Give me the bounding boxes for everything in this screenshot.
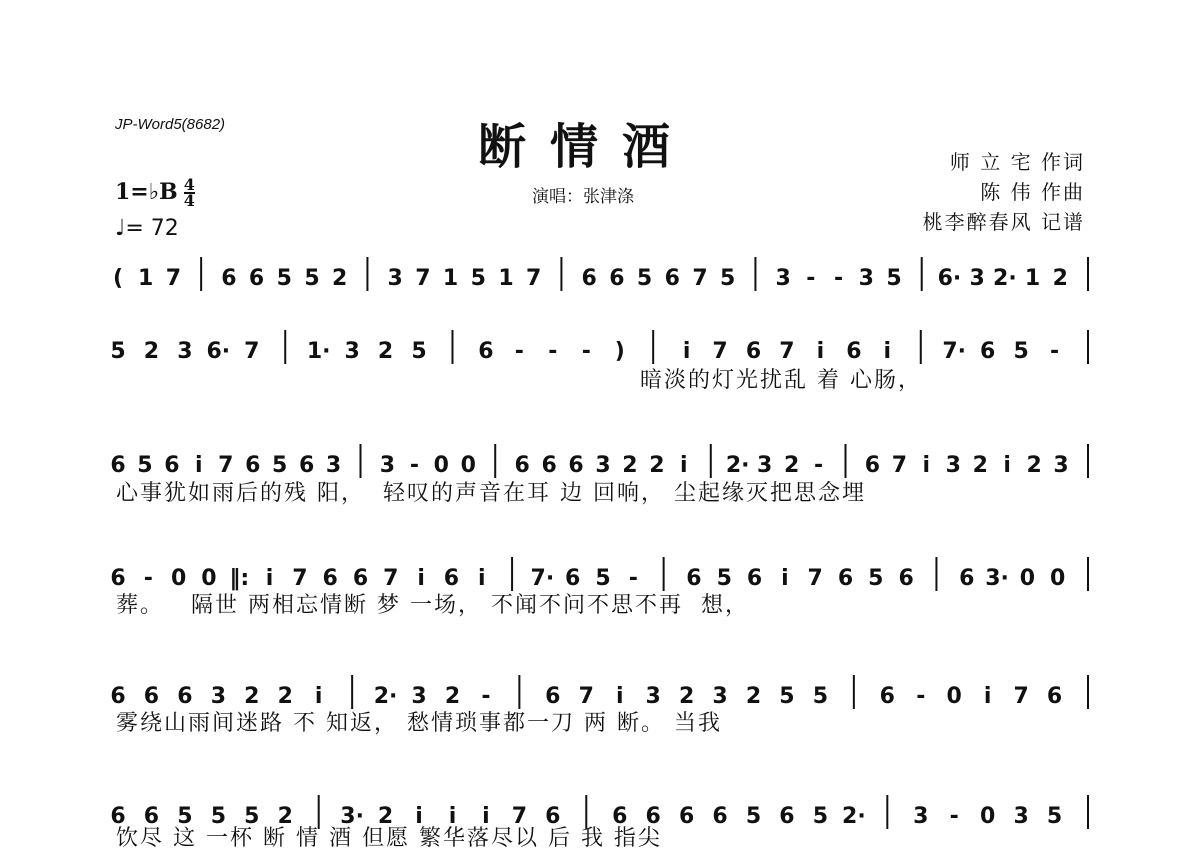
note: 3 [344,339,360,364]
note: 7 [578,684,594,709]
note: 2 [622,453,638,478]
note: 3 [210,684,227,709]
note: 2 [244,684,260,709]
note: - [628,566,638,591]
note: 6 [581,266,597,291]
note: 6· [206,339,231,364]
note: 3 [387,266,403,291]
lyricist-credit: 师 立 宅 作词 [949,150,1085,174]
note: 1· [306,339,331,364]
note: 2 [745,684,762,709]
note: 1 [498,266,514,291]
note: 6 [298,453,315,478]
note: 2 [277,684,293,709]
note: 3 [595,453,611,478]
note: 6 [1046,684,1063,709]
note: 5 [1013,339,1029,364]
note: - [806,266,816,291]
note: - [949,804,959,829]
note: 2 [678,684,695,709]
note: i [922,453,931,478]
note: 6 [514,453,530,478]
note: 5 [595,566,611,591]
note: ‖: [229,566,250,591]
note: i [682,339,691,364]
note: - [813,453,824,478]
note: 6 [143,804,160,829]
note: 7 [526,266,542,291]
note: 3 [1013,804,1029,829]
note: 0 [170,566,187,591]
note: 7 [779,339,795,364]
note: 2 [277,804,293,829]
note: 6 [609,266,625,291]
note: 7 [807,566,823,591]
note: 6 [678,804,695,829]
note: 6 [898,566,914,591]
note: 2· [373,684,398,709]
note: 5 [1046,804,1063,829]
note: 6 [545,684,561,709]
note: 7 [218,453,234,478]
note: 5 [137,453,153,478]
note: 2· [993,266,1017,291]
note: 6 [110,684,126,709]
note: 6 [110,804,126,829]
note: 2 [1052,266,1068,291]
note: i [195,453,203,478]
note: 3 [945,453,961,478]
note: 6 [959,566,975,591]
note: 1 [1024,266,1041,291]
note: 3 [177,339,193,364]
note: 6 [443,566,460,591]
note: 7 [415,266,431,291]
note: i [1003,453,1011,478]
note: - [481,684,491,709]
note: 3 [913,804,929,829]
note: 7 [1013,684,1029,709]
note: 6 [248,266,265,291]
note: 6 [664,266,680,291]
note: 5 [210,804,227,829]
note: i [265,566,274,591]
note: 6· [937,266,962,291]
note: 5 [745,804,762,829]
song-title: 断情酒 [478,119,695,175]
note: 6 [779,804,795,829]
note: 2 [143,339,160,364]
lyric-line: 饮尽 这 一杯 断 情 酒 但愿 繁华落尽以 后 我 指尖 [116,826,662,851]
note: 6 [110,566,126,591]
note: 3 [379,453,396,478]
note: - [143,566,153,591]
note: 0 [946,684,962,709]
lyric-line: 雾绕山雨间迷路 不 知返， 愁情琐事都一刀 两 断。 当我 [116,711,722,736]
note: 5 [411,339,427,364]
note: 7 [891,453,908,478]
note: 5 [720,266,736,291]
note: i [482,804,490,829]
note: 5 [304,266,320,291]
note: 5 [779,684,795,709]
note: 6 [645,804,661,829]
note: 6 [245,453,261,478]
note: 5 [636,266,653,291]
note: 6 [746,566,763,591]
note: 6 [837,566,854,591]
note: 5 [812,684,829,709]
note: 6 [846,339,862,364]
note: 7 [244,339,260,364]
note: 6 [612,804,628,829]
note: 5 [812,804,829,829]
note: 0 [1019,566,1036,591]
note: 2 [649,453,665,478]
note: 0 [460,453,476,478]
note: 6 [322,566,338,591]
note: - [834,266,844,291]
note: 6 [110,453,126,478]
note: i [448,804,457,829]
note: i [983,684,992,709]
note: 6 [478,339,494,364]
note: - [916,684,926,709]
note: 7 [692,266,708,291]
lyric-line: 葬。 隔世 两相忘情断 梦 一场， 不闻不问不思不再 想， [116,593,749,618]
note: 2 [972,453,988,478]
note: i [417,566,425,591]
note: 3 [757,453,773,478]
note: 7 [165,266,182,291]
note: 3 [712,684,728,709]
note: 7· [942,339,967,364]
note: 5 [110,339,126,364]
note: i [415,804,423,829]
note: 5 [276,266,292,291]
note: 3· [340,804,364,829]
note: 7· [530,566,555,591]
note: 6 [568,453,584,478]
note: 7 [712,339,728,364]
note: 3 [645,684,661,709]
note: 2 [377,804,394,829]
note: 3 [858,266,874,291]
note: - [514,339,524,364]
key-signature: 1=♭B $\frac{4}{4}$ [115,175,195,210]
note: ( [112,266,124,291]
note: 6 [879,684,895,709]
note: 3 [1053,453,1069,478]
note: 6 [686,566,702,591]
note: 0 [433,453,449,478]
note: 5 [716,566,732,591]
note: 6 [164,453,180,478]
software-credit: JP-Word5(8682) [115,116,226,133]
note: 7 [383,566,399,591]
note: 7 [511,804,528,829]
note: 3· [985,566,1009,591]
note: i [680,453,688,478]
note: 5 [177,804,193,829]
note: - [1049,339,1060,364]
note: 0 [201,566,217,591]
note: 6 [545,804,561,829]
note: ) [614,339,625,364]
note: 6 [745,339,762,364]
note: 6 [565,566,581,591]
composer-credit: 陈 伟 作曲 [980,180,1085,204]
note: i [781,566,789,591]
note: 6 [979,339,996,364]
note: 6 [221,266,237,291]
note: - [409,453,419,478]
note: 5 [470,266,486,291]
lyric-line: 心事犹如雨后的残 阳， 轻叹的声音在耳 边 回响， 尘起缘灭把思念埋 [116,481,866,506]
note: i [883,339,892,364]
note: 3 [325,453,342,478]
note: 2 [444,684,461,709]
lyric-line: 暗淡的灯光扰乱 着 心肠， [640,368,922,393]
note: 6 [143,684,160,709]
note: 0 [979,804,996,829]
note: 2 [377,339,394,364]
note: 6 [541,453,557,478]
note: 2 [332,266,348,291]
note: - [548,339,558,364]
note: 5 [272,453,288,478]
note: i [615,684,624,709]
note: 2· [725,453,750,478]
note: 2 [1026,453,1042,478]
note: i [477,566,486,591]
note: 0 [1050,566,1066,591]
note: 6 [712,804,728,829]
note: 5 [244,804,260,829]
tempo-marking: ♩= 72 [115,216,179,241]
note: 5 [868,566,884,591]
note: 6 [177,684,193,709]
note: 3 [775,266,791,291]
note: i [314,684,323,709]
note: 1 [138,266,154,291]
note: 3 [969,266,985,291]
note: 6 [352,566,369,591]
singer-credit: 演唱：张津涤 [532,187,634,207]
note: - [581,339,591,364]
note: 6 [864,453,881,478]
note: 2· [842,804,866,829]
note: 1 [442,266,459,291]
note: 7 [292,566,308,591]
note: 3 [411,684,427,709]
transcriber-credit: 桃李醉春风 记谱 [922,210,1085,234]
note: 2 [783,453,800,478]
note: i [816,339,825,364]
note: 5 [886,266,902,291]
